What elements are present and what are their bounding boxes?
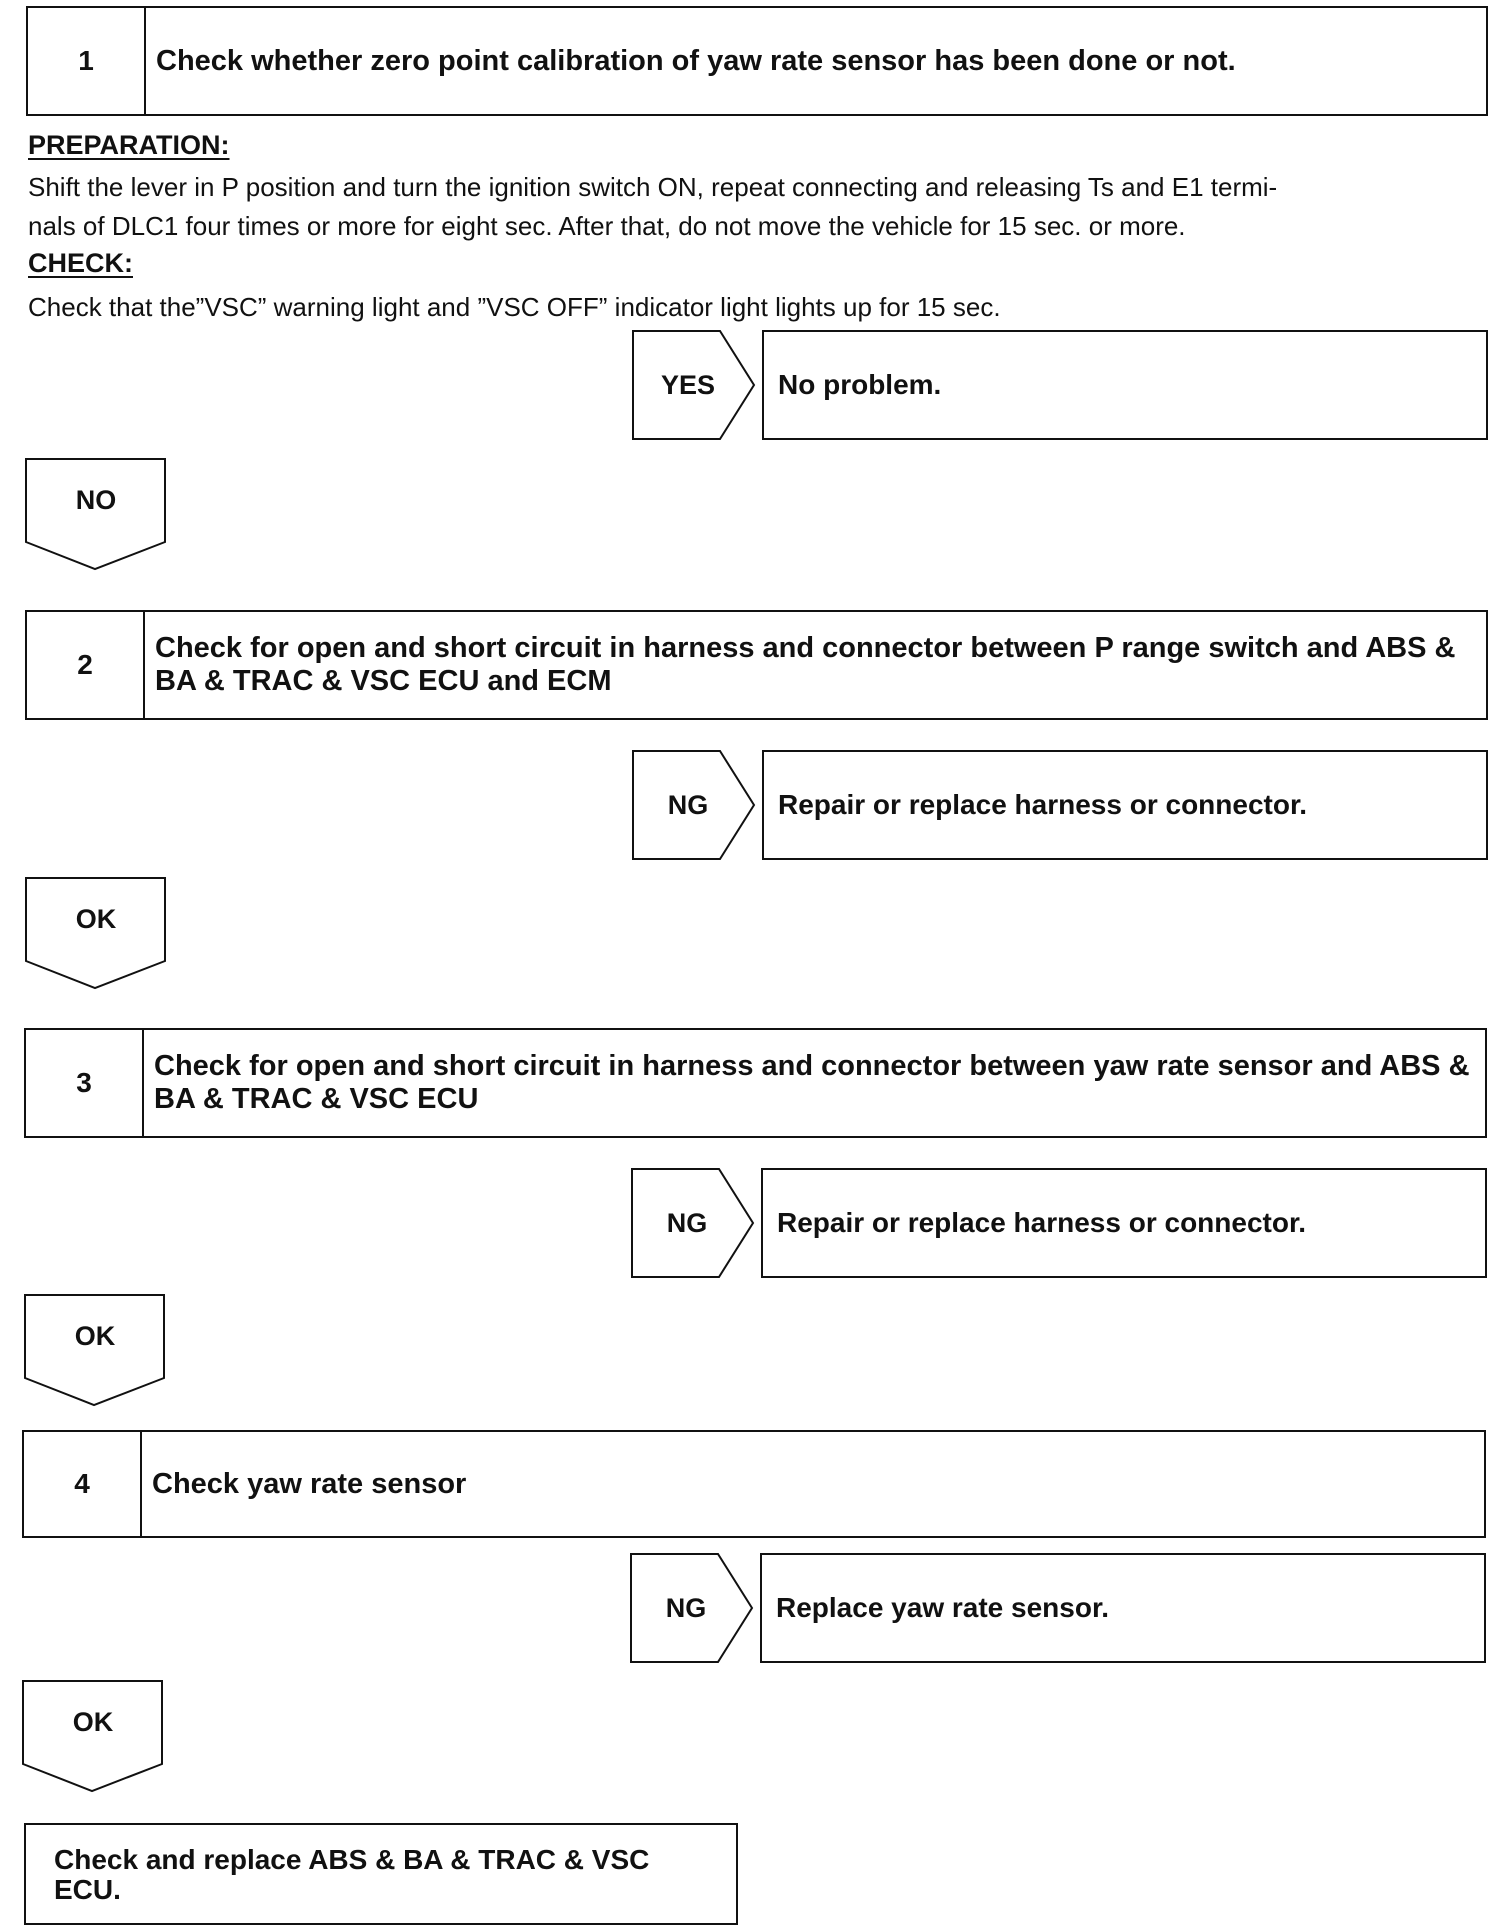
preparation-text-line-1: Shift the lever in P position and turn the ignition switch ON, repeat connecting and releasing Ts and E1 termi- <box>28 172 1278 202</box>
step-4-box <box>22 1430 1486 1538</box>
final-action-line-2: ECU. <box>54 1874 121 1905</box>
check-text: Check that the”VSC” warning light and ”VSC OFF” indicator light lights up for 15 sec. <box>28 292 1001 322</box>
ok-label: OK <box>74 1320 116 1351</box>
step-1-box <box>26 6 1488 116</box>
ng-label: NG <box>666 1207 708 1238</box>
step-number: 4 <box>24 1432 142 1536</box>
ng-label: NG <box>665 1592 707 1623</box>
step-title: Check for open and short circuit in harness and connector between P range switch and ABS & BA & TRAC & VSC ECU and ECM <box>155 632 1456 697</box>
ng-label: NG <box>667 789 709 820</box>
step-title: Check whether zero point calibration of yaw rate sensor has been done or not. <box>156 44 1236 77</box>
final-action-box <box>24 1823 738 1925</box>
check-label: CHECK: <box>28 248 133 278</box>
ok-label: OK <box>72 1706 114 1737</box>
step-number: 1 <box>28 8 146 114</box>
preparation-text-line-2: nals of DLC1 four times or more for eight sec. After that, do not move the vehicle for 15 sec. or more. <box>28 211 1186 241</box>
result-box-replace-sensor: Replace yaw rate sensor. <box>760 1553 1486 1663</box>
step-number: 3 <box>26 1030 144 1136</box>
final-action-line-1: Check and replace ABS & BA & TRAC & VSC <box>54 1844 650 1875</box>
step-2-box <box>25 610 1488 720</box>
step-number: 2 <box>27 612 145 718</box>
result-box-repair-harness: Repair or replace harness or connector. <box>761 1168 1487 1278</box>
result-box-no-problem: No problem. <box>762 330 1488 440</box>
step-3-box <box>24 1028 1487 1138</box>
no-label: NO <box>75 484 117 515</box>
step-title: Check yaw rate sensor <box>152 1467 467 1500</box>
ok-label: OK <box>75 903 117 934</box>
result-box-repair-harness: Repair or replace harness or connector. <box>762 750 1488 860</box>
step-title: Check for open and short circuit in harness and connector between yaw rate sensor and ABS & BA & TRAC & VSC ECU <box>154 1050 1470 1115</box>
preparation-label: PREPARATION: <box>28 130 230 160</box>
yes-label: YES <box>660 369 716 400</box>
